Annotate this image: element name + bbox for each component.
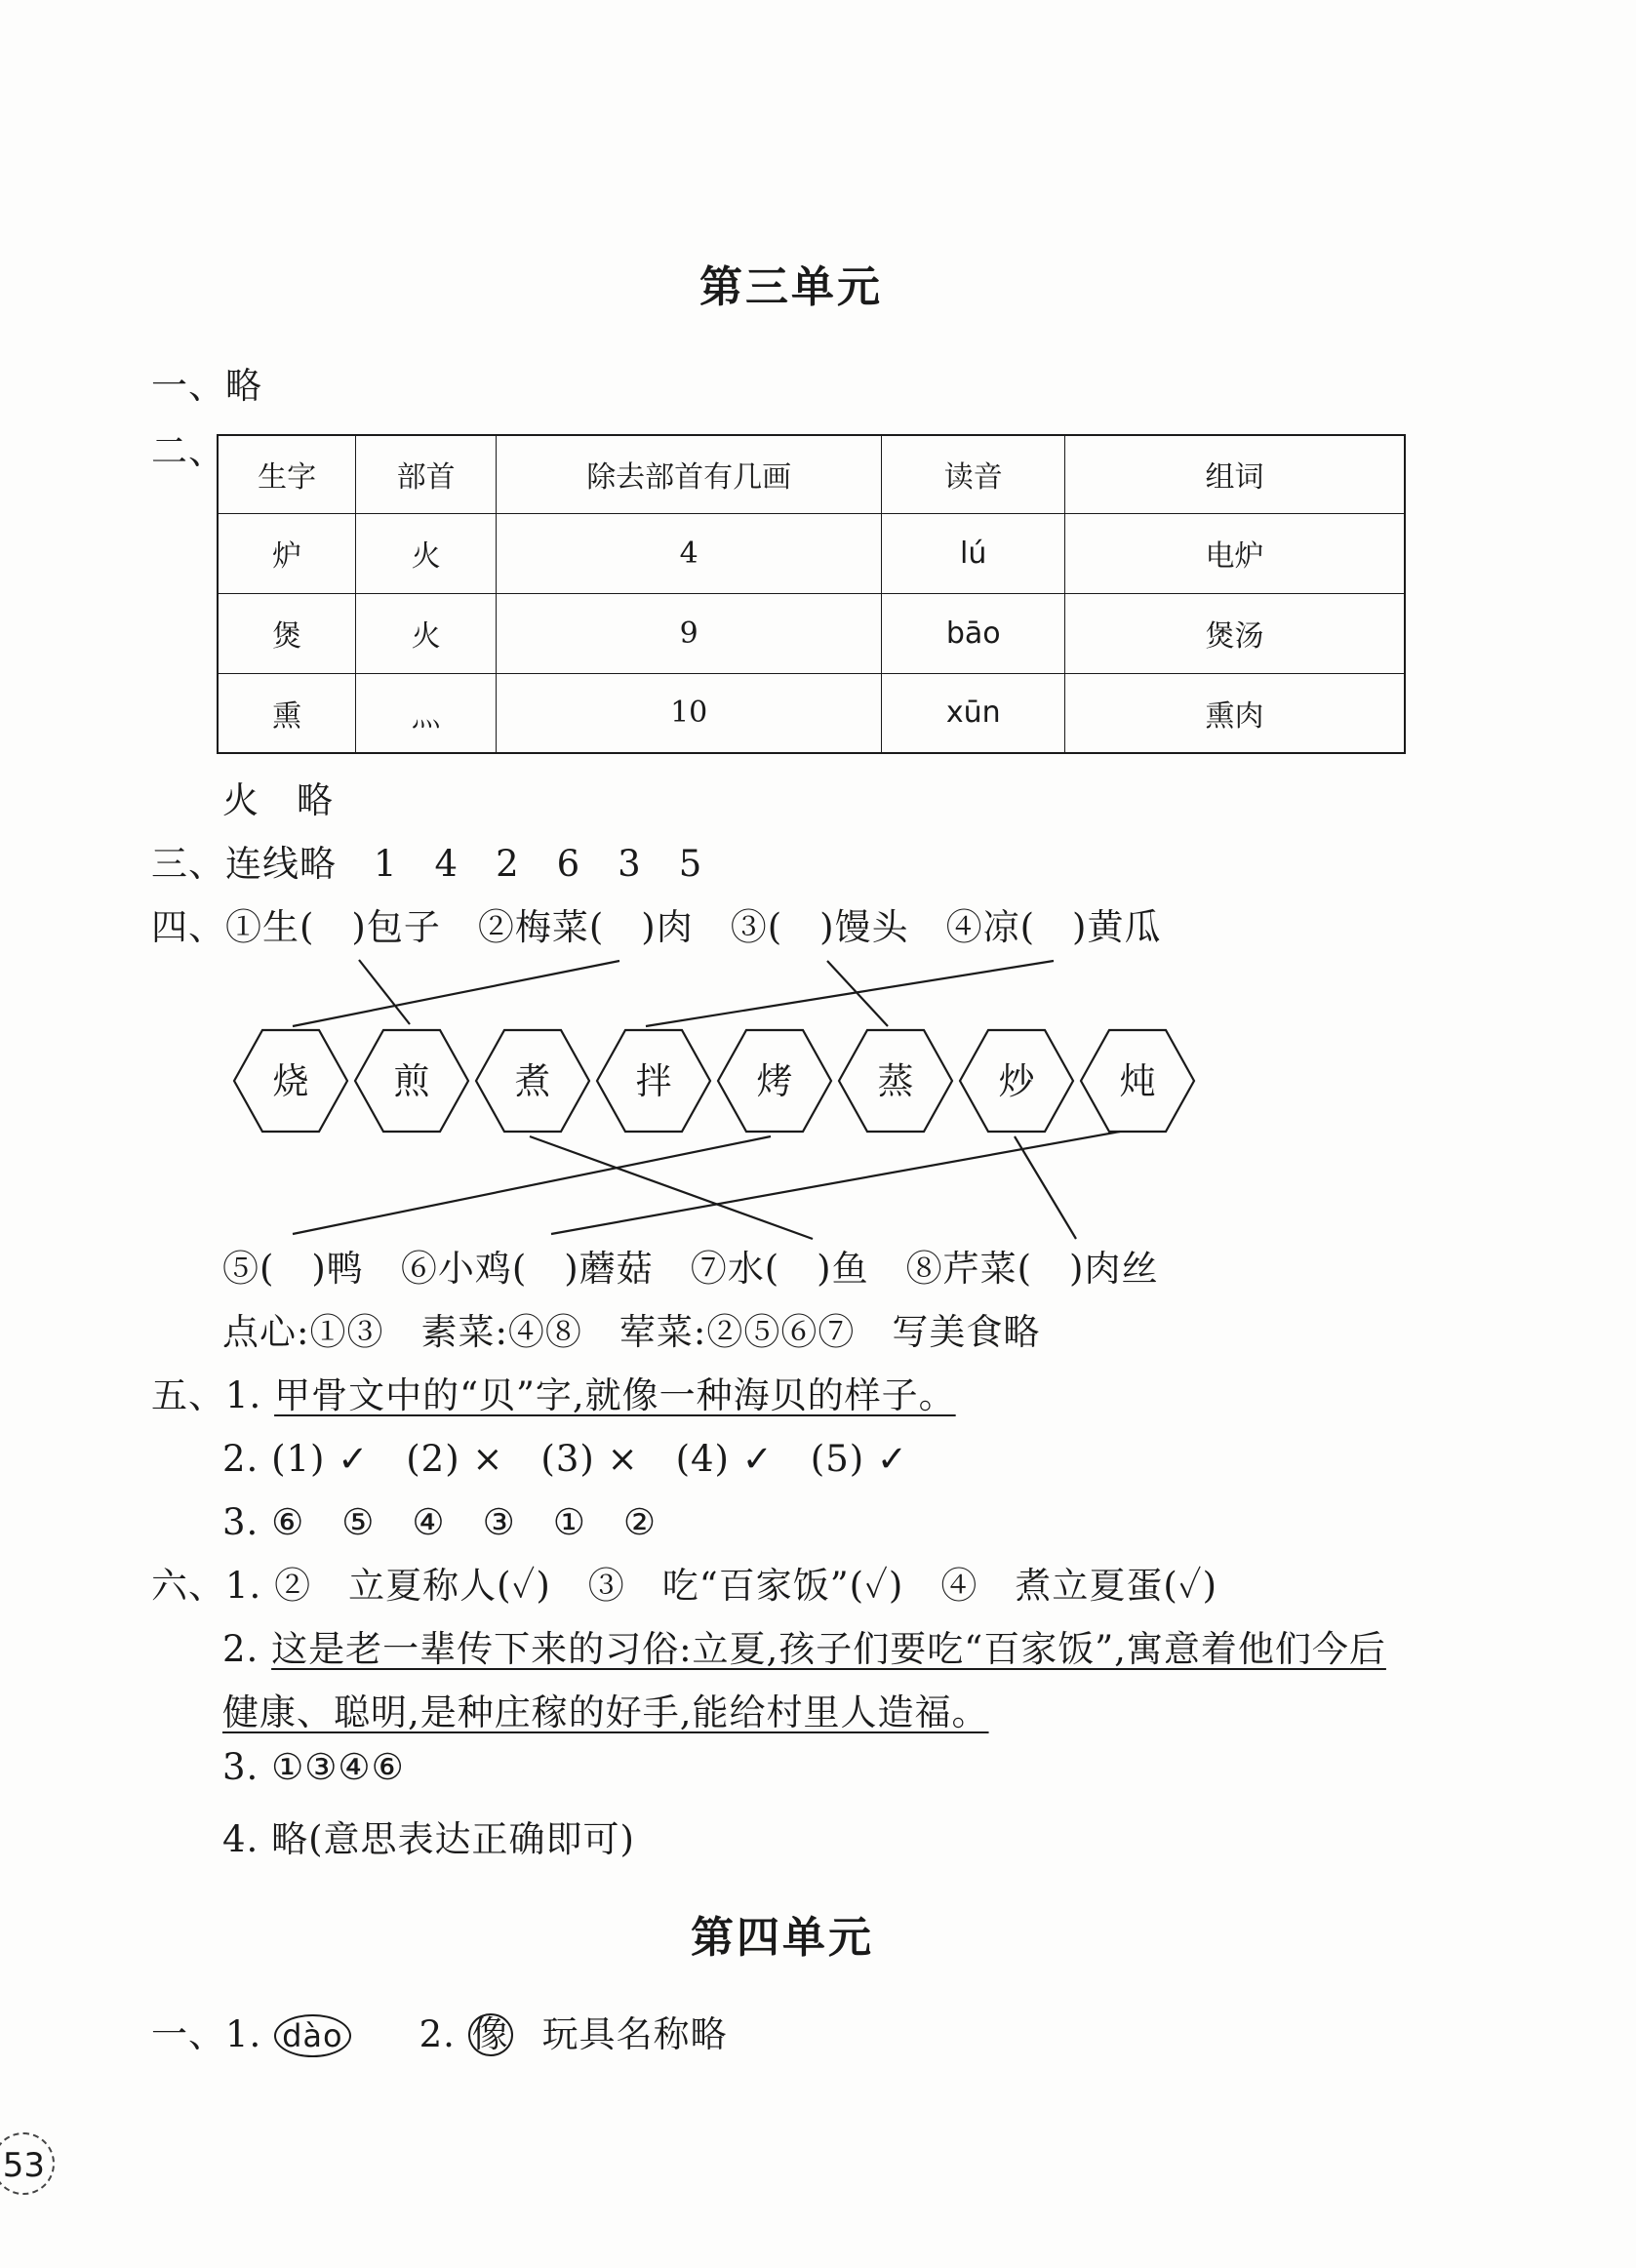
cell-pinyin: bāo [882, 593, 1065, 673]
unit4-q1-mid: 2. [419, 2013, 468, 2055]
cell-radical: 火 [356, 513, 497, 593]
cell-char: 煲 [218, 593, 356, 673]
circled-pinyin: dào [274, 2014, 351, 2057]
q6-1: 六、1. ② 立夏称人(✓) ③ 吃“百家饭”(✓) ④ 煮立夏蛋(✓) [151, 1565, 1218, 1607]
q5-3: 3. ⑥ ⑤ ④ ③ ① ② [222, 1501, 658, 1543]
unit4-q1-prefix: 一、1. [151, 2013, 275, 2055]
hexagon-label: 烤 [756, 1060, 793, 1102]
match-line [293, 961, 619, 1026]
cell-radical: 灬 [356, 673, 497, 753]
cell-word: 煲汤 [1065, 593, 1405, 673]
q1-answer: 一、略 [151, 365, 262, 407]
cell-pinyin: lú [882, 513, 1065, 593]
q4-classification: 点心:①③ 素菜:④⑧ 荤菜:②⑤⑥⑦ 写美食略 [222, 1311, 1041, 1353]
cell-char: 炉 [218, 513, 356, 593]
header-char: 生字 [218, 435, 356, 513]
cell-word: 电炉 [1065, 513, 1405, 593]
q3-answer: 三、连线略 1 4 2 6 3 5 [151, 843, 703, 885]
unit4-title: 第四单元 [691, 1913, 874, 1963]
cell-radical: 火 [356, 593, 497, 673]
hexagon-label: 煮 [514, 1060, 551, 1102]
header-radical: 部首 [356, 435, 497, 513]
q5-2: 2. (1) ✓ (2) × (3) × (4) ✓ (5) ✓ [222, 1438, 908, 1480]
q6-4: 4. 略(意思表达正确即可) [222, 1818, 635, 1860]
match-line [551, 1132, 1120, 1234]
match-line [530, 1136, 813, 1239]
q6-2-prefix: 2. [222, 1628, 272, 1670]
page-number: 53 [0, 2132, 55, 2195]
q6-2-line2: 健康、聪明,是种庄稼的好手,能给村里人造福。 [222, 1691, 989, 1733]
q4-bottom-items: ⑤( )鸭 ⑥小鸡( )蘑菇 ⑦水( )鱼 ⑧芹菜( )肉丝 [222, 1248, 1159, 1290]
q6-3: 3. ①③④⑥ [222, 1746, 405, 1788]
circled-character: 像 [468, 2013, 513, 2056]
unit4-q1 [151, 2005, 728, 2057]
hexagon-label: 煎 [393, 1060, 430, 1102]
cell-pinyin: xūn [882, 673, 1065, 753]
hexagon-label: 炖 [1119, 1060, 1156, 1102]
match-line [646, 961, 1054, 1026]
cell-char: 熏 [218, 673, 356, 753]
hexagon-label: 炒 [998, 1060, 1035, 1102]
cell-strokes: 10 [497, 673, 882, 753]
header-word: 组词 [1065, 435, 1405, 513]
unit3-title: 第三单元 [699, 262, 883, 312]
cell-word: 熏肉 [1065, 673, 1405, 753]
match-line [293, 1136, 771, 1234]
hexagon-label: 蒸 [877, 1060, 914, 1102]
q5-1-prefix: 五、1. [151, 1374, 275, 1416]
cell-strokes: 4 [497, 513, 882, 593]
q5-1 [151, 1366, 956, 1418]
match-line [1015, 1136, 1076, 1239]
q6-2-line1 [222, 1619, 1386, 1672]
q2-label: 二、 [151, 430, 225, 472]
match-line [827, 961, 888, 1026]
q2-extra: 火 略 [222, 779, 334, 821]
hexagon-label: 烧 [272, 1060, 309, 1102]
q4-top-items: 四、①生( )包子 ②梅菜( )肉 ③( )馒头 ④凉( )黄瓜 [151, 906, 1162, 948]
cell-strokes: 9 [497, 593, 882, 673]
header-strokes: 除去部首有几画 [497, 435, 882, 513]
q6-2-text1: 这是老一辈传下来的习俗:立夏,孩子们要吃“百家饭”,寓意着他们今后 [271, 1628, 1386, 1670]
hexagon-label: 拌 [635, 1060, 672, 1102]
match-line [359, 960, 410, 1024]
q5-1-text: 甲骨文中的“贝”字,就像一种海贝的样子。 [274, 1374, 956, 1416]
unit4-q1-suffix: 玩具名称略 [541, 2013, 728, 2055]
header-pinyin: 读音 [882, 435, 1065, 513]
